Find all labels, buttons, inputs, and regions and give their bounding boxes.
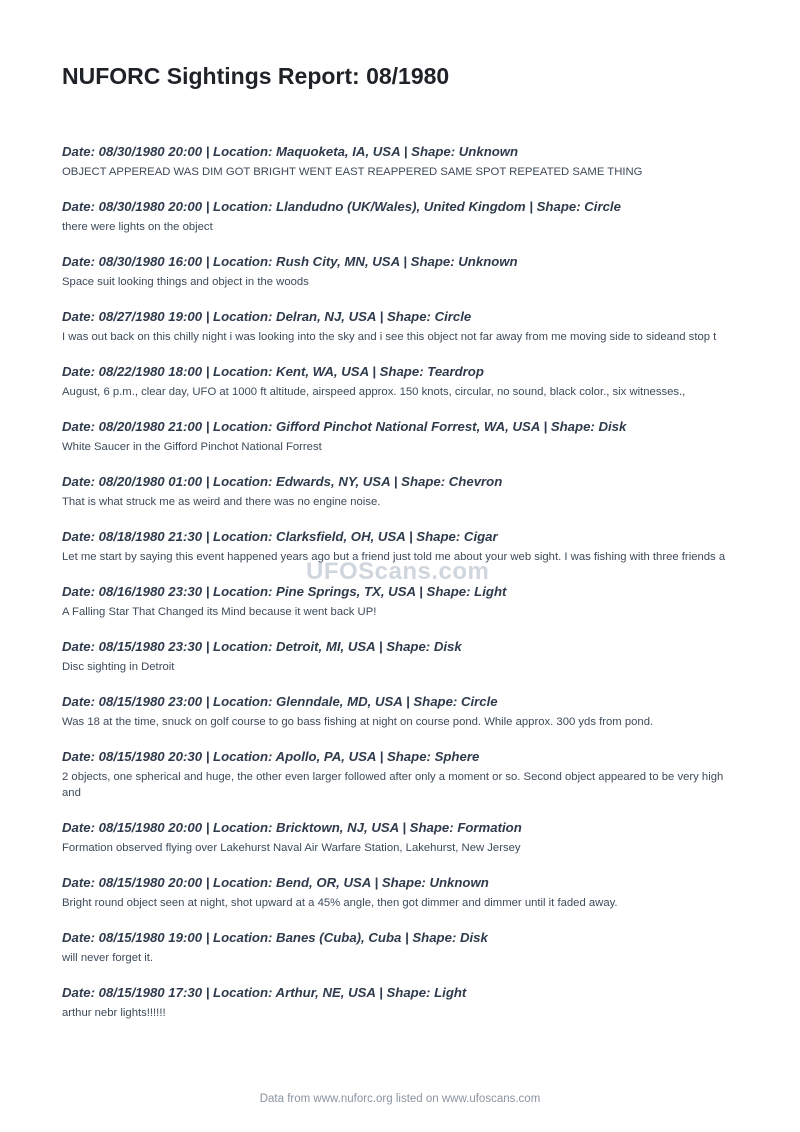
sighting-entry xyxy=(62,418,742,455)
sighting-entry xyxy=(62,929,742,966)
sighting-description: Disc sighting in Detroit xyxy=(62,661,175,673)
sighting-description: 2 objects, one spherical and huge, the other even larger followed after only a moment or so. Second object appeared to be very high and xyxy=(62,771,724,799)
sighting-header: Date: 08/20/1980 21:00 | Location: Gifford Pinchot National Forrest, WA, USA | Shape: Disk xyxy=(62,419,627,434)
sighting-description: Formation observed flying over Lakehurst Naval Air Warfare Station, Lakehurst, New Jersey xyxy=(62,842,521,854)
sighting-header: Date: 08/20/1980 01:00 | Location: Edwards, NY, USA | Shape: Chevron xyxy=(62,474,503,489)
sighting-description: August, 6 p.m., clear day, UFO at 1000 ft altitude, airspeed approx. 150 knots, circular, no sound, black color., six witnesses., xyxy=(62,386,686,398)
sighting-entry xyxy=(62,363,742,400)
watermark: UFOScans.com xyxy=(306,558,490,585)
sighting-header: Date: 08/15/1980 17:30 | Location: Arthur, NE, USA | Shape: Light xyxy=(62,985,467,1000)
sighting-header: Date: 08/15/1980 20:00 | Location: Bricktown, NJ, USA | Shape: Formation xyxy=(62,820,522,835)
sighting-description: Bright round object seen at night, shot upward at a 45% angle, then got dimmer and dimmer until it faded away. xyxy=(62,897,618,909)
sighting-entry xyxy=(62,308,742,345)
sighting-header: Date: 08/22/1980 18:00 | Location: Kent, WA, USA | Shape: Teardrop xyxy=(62,364,484,379)
sighting-entry xyxy=(62,874,742,911)
sighting-header: Date: 08/15/1980 23:30 | Location: Detroit, MI, USA | Shape: Disk xyxy=(62,639,462,654)
sighting-description: arthur nebr lights!!!!!! xyxy=(62,1007,166,1019)
sighting-entry xyxy=(62,253,742,290)
sighting-entry xyxy=(62,143,742,180)
sighting-entry xyxy=(62,473,742,510)
sighting-header: Date: 08/30/1980 20:00 | Location: Llandudno (UK/Wales), United Kingdom | Shape: Circle xyxy=(62,199,621,214)
sighting-entry xyxy=(62,638,742,675)
sighting-header: Date: 08/18/1980 21:30 | Location: Clarksfield, OH, USA | Shape: Cigar xyxy=(62,529,498,544)
sighting-entry xyxy=(62,693,742,730)
page-title: NUFORC Sightings Report: 08/1980 xyxy=(62,63,450,89)
sighting-entry xyxy=(62,748,742,801)
sighting-entry xyxy=(62,198,742,235)
sighting-header: Date: 08/30/1980 16:00 | Location: Rush City, MN, USA | Shape: Unknown xyxy=(62,254,518,269)
sighting-description: I was out back on this chilly night i was looking into the sky and i see this object not far away from me moving side to sideand stop t xyxy=(62,331,717,343)
sighting-entry xyxy=(62,583,742,620)
sighting-header: Date: 08/27/1980 19:00 | Location: Delran, NJ, USA | Shape: Circle xyxy=(62,309,472,324)
sighting-description: OBJECT APPEREAD WAS DIM GOT BRIGHT WENT EAST REAPPERED SAME SPOT REPEATED SAME THING xyxy=(62,166,643,178)
sighting-header: Date: 08/15/1980 19:00 | Location: Banes (Cuba), Cuba | Shape: Disk xyxy=(62,930,488,945)
sighting-header: Date: 08/30/1980 20:00 | Location: Maquoketa, IA, USA | Shape: Unknown xyxy=(62,144,519,159)
sighting-description: Was 18 at the time, snuck on golf course to go bass fishing at night on course pond. While approx. 300 yds from pond. xyxy=(62,716,654,728)
sighting-header: Date: 08/15/1980 20:00 | Location: Bend, OR, USA | Shape: Unknown xyxy=(62,875,489,890)
sighting-description: Space suit looking things and object in the woods xyxy=(62,276,309,288)
sighting-description: will never forget it. xyxy=(62,952,154,964)
sighting-description: A Falling Star That Changed its Mind because it went back UP! xyxy=(62,606,377,618)
footer: Data from www.nuforc.org listed on www.ufoscans.com xyxy=(259,1093,541,1105)
sighting-header: Date: 08/15/1980 20:30 | Location: Apollo, PA, USA | Shape: Sphere xyxy=(62,749,480,764)
sighting-header: Date: 08/15/1980 23:00 | Location: Glenndale, MD, USA | Shape: Circle xyxy=(62,694,498,709)
sighting-description: Let me start by saying this event happened years ago but a friend just told me about your web sight. I was fishing with three friends a xyxy=(62,551,726,563)
sighting-description: That is what struck me as weird and there was no engine noise. xyxy=(62,496,381,508)
sighting-entry xyxy=(62,984,742,1021)
sighting-entry xyxy=(62,819,742,856)
sighting-description: there were lights on the object xyxy=(62,221,213,233)
sighting-description: White Saucer in the Gifford Pinchot National Forrest xyxy=(62,441,322,453)
sighting-header: Date: 08/16/1980 23:30 | Location: Pine Springs, TX, USA | Shape: Light xyxy=(62,584,507,599)
